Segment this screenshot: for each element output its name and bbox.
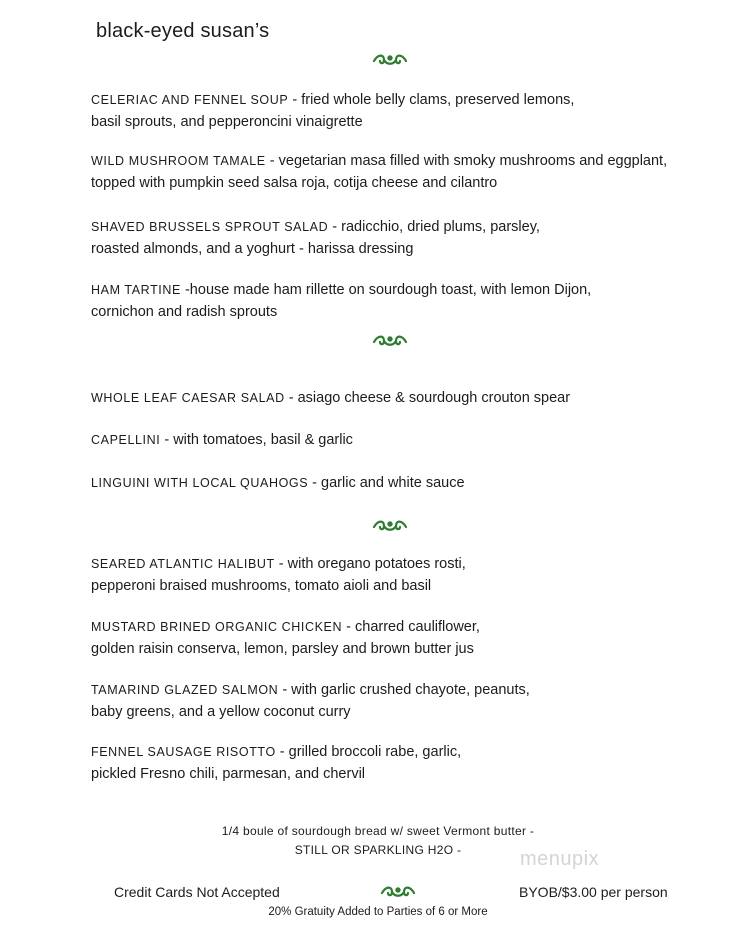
byob-note: BYOB/$3.00 per person (519, 884, 668, 900)
menu-item-description-continued: roasted almonds, and a yoghurt - harissa dressing (91, 241, 414, 257)
menu-item-description-continued: pickled Fresno chili, parmesan, and chervil (91, 766, 366, 782)
menu-item-name: LINGUINI WITH LOCAL QUAHOGS (91, 476, 309, 490)
menu-item-description: - grilled broccoli rabe, garlic, (275, 744, 462, 760)
green-scroll-ornament-icon (372, 333, 408, 349)
menu-item-description-continued: basil sprouts, and pepperoncini vinaigrette (91, 114, 363, 130)
menu-item-name: HAM TARTINE (91, 283, 181, 297)
menu-item-description-continued: pepperoni braised mushrooms, tomato aioli and basil (91, 578, 432, 594)
green-scroll-ornament-icon (372, 52, 408, 68)
menu-item (91, 150, 667, 194)
credit-cards-note: Credit Cards Not Accepted (114, 884, 280, 900)
menu-item-name: MUSTARD BRINED ORGANIC CHICKEN (91, 620, 343, 634)
menu-item (91, 89, 574, 133)
menu-item (91, 741, 461, 785)
menu-item (91, 216, 540, 260)
menu-item-description: - with oregano potatoes rosti, (274, 556, 466, 572)
menu-item-name: FENNEL SAUSAGE RISOTTO (91, 745, 276, 759)
menu-item-description-continued: topped with pumpkin seed salsa roja, cotija cheese and cilantro (91, 175, 498, 191)
menu-item (91, 553, 466, 597)
menu-item (91, 387, 570, 409)
bread-note: 1/4 boule of sourdough bread w/ sweet Vermont butter - (221, 824, 535, 838)
menu-item-description: - asiago cheese & sourdough crouton spear (284, 390, 571, 406)
menu-item (91, 279, 591, 323)
green-scroll-ornament-icon (372, 518, 408, 534)
menu-item-description: - garlic and white sauce (308, 475, 465, 491)
menu-item-description-continued: golden raisin conserva, lemon, parsley and brown butter jus (91, 641, 474, 657)
restaurant-name: black-eyed susan’s (96, 20, 270, 42)
menu-item-name: CELERIAC AND FENNEL SOUP (91, 93, 289, 107)
menu-item-description: -house made ham rillette on sourdough toast, with lemon Dijon, (180, 282, 592, 298)
water-note: STILL OR SPARKLING H2O - (294, 843, 462, 857)
menu-item (91, 616, 480, 660)
menu-item (91, 472, 465, 494)
menu-item (91, 429, 353, 451)
menu-item-description: - vegetarian masa filled with smoky mushrooms and eggplant, (265, 153, 668, 169)
menu-item-description-continued: baby greens, and a yellow coconut curry (91, 704, 351, 720)
menu-item-description: - with tomatoes, basil & garlic (160, 432, 353, 448)
green-scroll-ornament-icon (380, 884, 416, 900)
watermark: menupix (520, 848, 600, 870)
menu-item-description: - charred cauliflower, (342, 619, 480, 635)
menu-item-name: WHOLE LEAF CAESAR SALAD (91, 391, 285, 405)
menu-item-name: SEARED ATLANTIC HALIBUT (91, 557, 275, 571)
menu-item-description: - with garlic crushed chayote, peanuts, (278, 682, 530, 698)
menu-item-description-continued: cornichon and radish sprouts (91, 304, 278, 320)
menu-item-name: WILD MUSHROOM TAMALE (91, 154, 266, 168)
gratuity-note: 20% Gratuity Added to Parties of 6 or More (268, 906, 488, 918)
menu-item-name: CAPELLINI (91, 433, 161, 447)
menu-item-name: TAMARIND GLAZED SALMON (91, 683, 279, 697)
menu-item-description: - fried whole belly clams, preserved lemons, (288, 92, 575, 108)
menu-item-description: - radicchio, dried plums, parsley, (328, 219, 540, 235)
menu-item-name: SHAVED BRUSSELS SPROUT SALAD (91, 220, 329, 234)
menu-item (91, 679, 530, 723)
